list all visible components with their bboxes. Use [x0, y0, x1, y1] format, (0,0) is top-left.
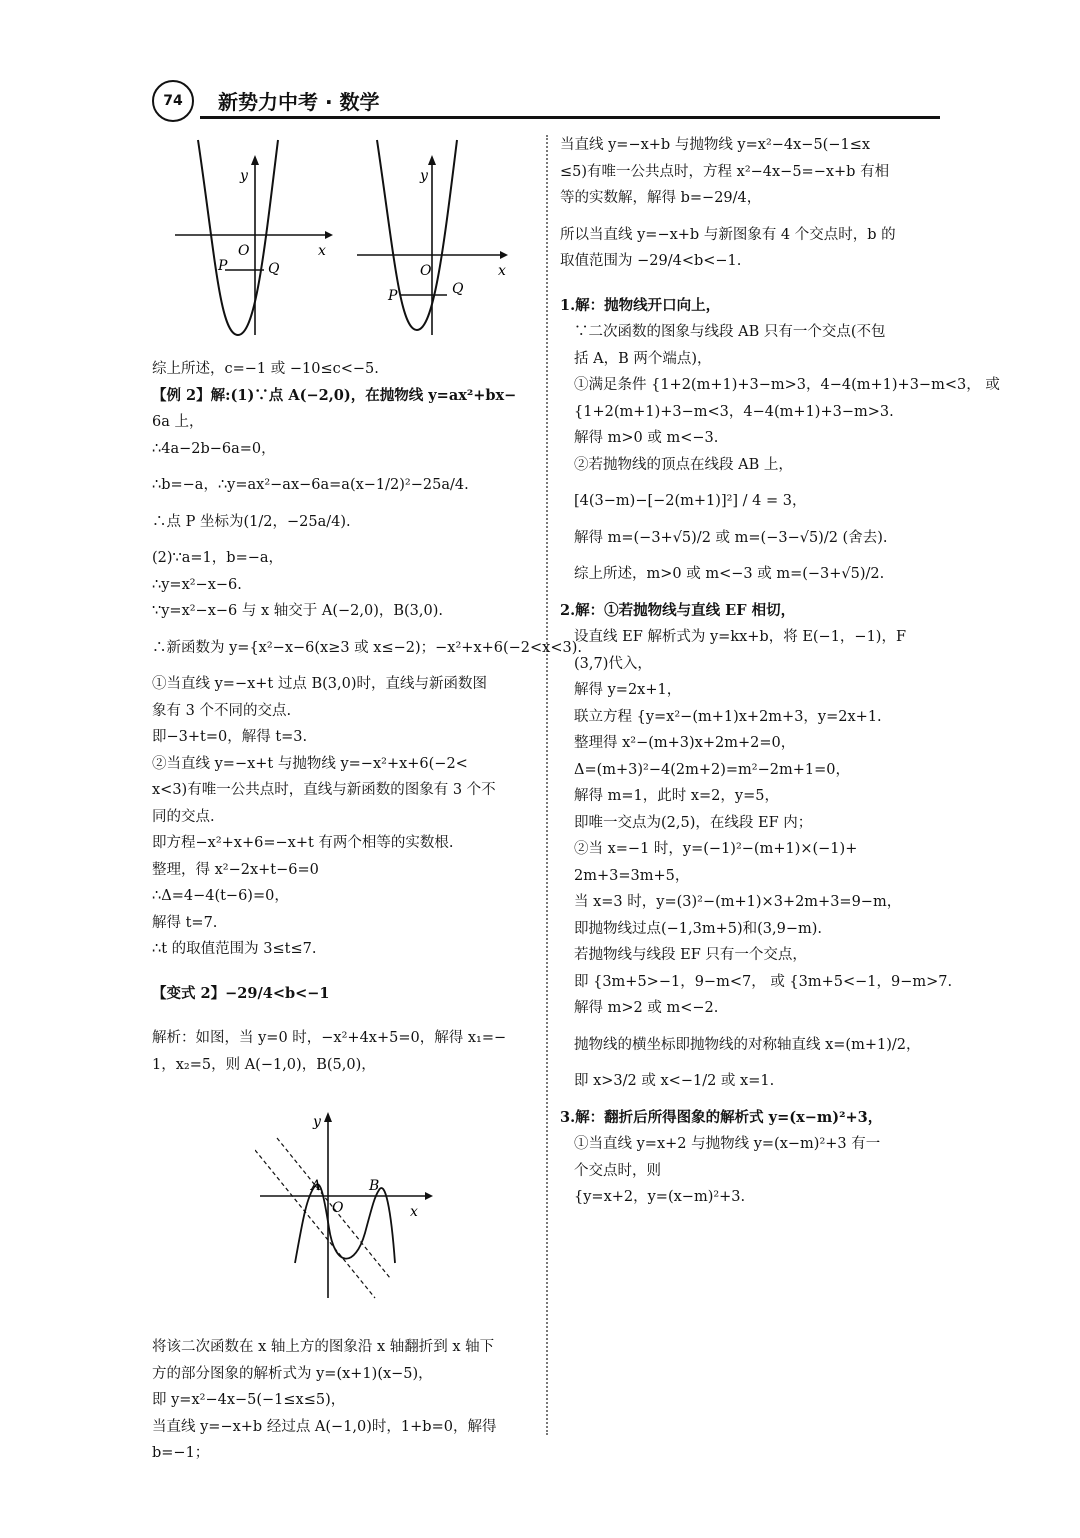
- text-line: 即抛物线过点(−1,3m+5)和(3,9−m).: [574, 920, 823, 937]
- text-line: 即 {3m+5>−1，9−m<7， 或 {3m+5<−1，9−m>7.: [574, 973, 953, 990]
- text-line: 即唯一交点为(2,5)，在线段 EF 内；: [574, 814, 813, 831]
- label-x: x: [498, 263, 506, 279]
- text-line: 解得 m=1，此时 x=2，y=5，: [574, 788, 779, 804]
- text-line: ②若抛物线的顶点在线段 AB 上，: [574, 456, 793, 473]
- page-number: 74: [152, 80, 194, 122]
- text-line: 即−3+t=0，解得 t=3.: [152, 729, 308, 745]
- text-line: 综上所述，m>0 或 m<−3 或 m=(−3+√5)/2.: [574, 566, 885, 582]
- header-title: 新势力中考 · 数学: [218, 90, 380, 114]
- text-line: ∴点 P 坐标为(1/2，−25a/4).: [152, 513, 351, 530]
- text-line: ∵二次函数的图象与线段 AB 只有一个交点(不包: [574, 324, 886, 340]
- text-line: 1，x₂=5，则 A(−1,0)，B(5,0)，: [152, 1056, 376, 1073]
- text-line: 当直线 y=−x+b 经过点 A(−1,0)时，1+b=0，解得: [152, 1418, 497, 1435]
- label-x: x: [318, 243, 326, 259]
- figure-top-right: [352, 135, 522, 345]
- text-line: ∴Δ=4−4(t−6)=0，: [152, 888, 289, 904]
- label-q: Q: [452, 281, 464, 297]
- text-line: (3,7)代入，: [574, 655, 652, 672]
- label-p: P: [388, 288, 398, 304]
- label-b: B: [369, 1178, 380, 1194]
- text-line: ∴y=x²−x−6.: [152, 576, 242, 593]
- text-line: 括 A，B 两个端点)，: [574, 350, 712, 367]
- label-x: x: [410, 1204, 418, 1220]
- text-line: 当 x=3 时，y=(3)²−(m+1)×3+2m+3=9−m，: [574, 894, 902, 910]
- text-line: 取值范围为 −29/4<b<−1.: [560, 253, 742, 269]
- label-q: Q: [268, 261, 280, 277]
- label-y: y: [240, 168, 248, 184]
- text-line: 解得 y=2x+1，: [574, 682, 682, 698]
- text-line: 设直线 EF 解析式为 y=kx+b，将 E(−1，−1)，F: [574, 629, 907, 645]
- right-column: [560, 132, 1000, 1211]
- text-line: 综上所述，c=−1 或 −10≤c<−5.: [152, 361, 379, 377]
- text-line: ∴新函数为 y={x²−x−6(x≥3 或 x≤−2)；−x²+x+6(−2<x<3).: [152, 639, 582, 656]
- label-o: O: [332, 1200, 344, 1216]
- text-line: ≤5)有唯一公共点时，方程 x²−4x−5=−x+b 有相: [560, 163, 890, 180]
- text-line: 即 x>3/2 或 x<−1/2 或 x=1.: [574, 1073, 775, 1089]
- text-line: ①满足条件 {1+2(m+1)+3−m>3，4−4(m+1)+3−m<3， 或: [574, 377, 1000, 393]
- text-line: 整理得 x²−(m+3)x+2m+2=0，: [574, 735, 796, 751]
- text-line: 若抛物线与线段 EF 只有一个交点，: [574, 947, 807, 963]
- page-header: [140, 70, 940, 120]
- text-line: 【变式 2】−29/4<b<−1: [152, 984, 330, 1002]
- text-line: 等的实数解，解得 b=−29/4，: [560, 190, 762, 206]
- text-line: b=−1；: [152, 1445, 210, 1461]
- header-rule: [200, 116, 940, 119]
- figure-bottom: [255, 1108, 440, 1303]
- text-line: 方的部分图象的解析式为 y=(x+1)(x−5)，: [152, 1365, 433, 1382]
- text-line: (2)∵a=1，b=−a，: [152, 550, 284, 566]
- text-line: 解得 t=7.: [152, 914, 218, 931]
- label-y: y: [420, 168, 428, 184]
- text-line: 联立方程 {y=x²−(m+1)x+2m+3，y=2x+1.: [574, 708, 882, 725]
- text-line: ∵y=x²−x−6 与 x 轴交于 A(−2,0)，B(3,0).: [152, 603, 444, 619]
- label-y: y: [313, 1114, 321, 1130]
- text-line: 即 y=x²−4x−5(−1≤x≤5)，: [152, 1392, 346, 1408]
- label-p: P: [218, 258, 228, 274]
- column-separator: [546, 135, 548, 1435]
- text-line: 2m+3=3m+5，: [574, 867, 690, 884]
- text-line: ②当 x=−1 时，y=(−1)²−(m+1)×(−1)+: [574, 841, 858, 857]
- text-line: ①当直线 y=x+2 与抛物线 y=(x−m)²+3 有一: [574, 1136, 881, 1152]
- figure-top-left: [170, 135, 340, 345]
- text-line: [4(3−m)−[−2(m+1)]²] / 4 = 3，: [574, 493, 807, 509]
- text-line: x<3)有唯一公共点时，直线与新函数的图象有 3 个不: [152, 782, 496, 798]
- text-line: {y=x+2，y=(x−m)²+3.: [574, 1189, 746, 1205]
- text-line: 解得 m>0 或 m<−3.: [574, 430, 719, 446]
- text-line: Δ=(m+3)²−4(2m+2)=m²−2m+1=0，: [574, 761, 850, 778]
- text-line: 解得 m=(−3+√5)/2 或 m=(−3−√5)/2 (舍去).: [574, 529, 888, 546]
- text-line: 个交点时，则: [574, 1162, 661, 1179]
- text-line: ②当直线 y=−x+t 与抛物线 y=−x²+x+6(−2<: [152, 755, 468, 772]
- text-line: 【例 2】解:(1)∵点 A(−2,0)，在抛物线 y=ax²+bx−: [152, 386, 517, 404]
- text-line: 抛物线的横坐标即抛物线的对称轴直线 x=(m+1)/2，: [574, 1036, 921, 1053]
- text-line: 解得 m>2 或 m<−2.: [574, 1000, 719, 1016]
- text-line: 1.解：抛物线开口向上，: [560, 296, 721, 314]
- text-line: 解析：如图，当 y=0 时，−x²+4x+5=0，解得 x₁=−: [152, 1030, 507, 1046]
- text-line: 所以当直线 y=−x+b 与新图象有 4 个交点时，b 的: [560, 226, 896, 243]
- text-line: ∴4a−2b−6a=0，: [152, 440, 276, 457]
- text-line: ①当直线 y=−x+t 过点 B(3,0)时，直线与新函数图: [152, 676, 487, 692]
- label-a: A: [311, 1178, 322, 1194]
- text-line: 3.解：翻折后所得图象的解析式 y=(x−m)²+3，: [560, 1108, 883, 1126]
- text-line: 即方程−x²+x+6=−x+t 有两个相等的实数根.: [152, 835, 454, 851]
- text-line: 6a 上，: [152, 414, 204, 430]
- text-line: 同的交点.: [152, 808, 215, 825]
- text-line: 整理，得 x²−2x+t−6=0: [152, 861, 319, 878]
- label-o: O: [238, 243, 250, 259]
- text-line: ∴b=−a，∴y=ax²−ax−6a=a(x−1/2)²−25a/4.: [152, 477, 469, 493]
- text-line: ∴t 的取值范围为 3≤t≤7.: [152, 941, 317, 957]
- text-line: 象有 3 个不同的交点.: [152, 702, 292, 719]
- text-line: 将该二次函数在 x 轴上方的图象沿 x 轴翻折到 x 轴下: [152, 1339, 495, 1355]
- label-o: O: [420, 263, 432, 279]
- text-line: 当直线 y=−x+b 与抛物线 y=x²−4x−5(−1≤x: [560, 137, 871, 153]
- text-line: {1+2(m+1)+3−m<3，4−4(m+1)+3−m>3.: [574, 403, 894, 420]
- text-line: 2.解：①若抛物线与直线 EF 相切，: [560, 601, 796, 619]
